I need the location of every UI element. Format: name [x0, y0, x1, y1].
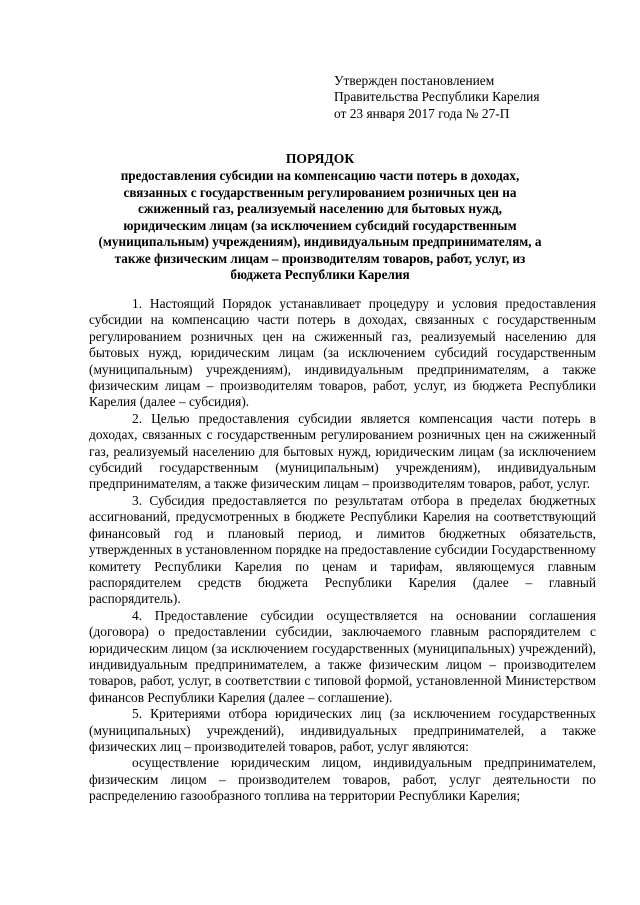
document-body [89, 296, 596, 805]
approval-line-2: Правительства Республики Карелия [334, 89, 540, 105]
paragraph-5: 5. Критериями отбора юридических лиц (за исключением государственных (муниципальных) учреждений), индивидуальных предпринимателей, а также физических лиц – производителей товаров, работ, услуг являются: [89, 706, 596, 754]
approval-line-1: Утвержден постановлением [334, 73, 495, 88]
document-subtitle: предоставления субсидии на компенсацию части потерь в доходах, связанных с государственным регулированием розничных цен на сжиженный газ, реализуемый населению для бытовых нужд, юридическим лицам (за исключением субсидий государственным (муниципальным) учреждениям), индивидуальным предпринимателям, а также физическим лицам – производителям товаров, работ, услуг, из бюджета Республики Карелия [98, 168, 542, 282]
approval-stamp [334, 73, 614, 122]
paragraph-2: 2. Целью предоставления субсидии является компенсация части потерь в доходах, связанных с государственным регулированием розничных цен на сжиженный газ, реализуемый населению для бытовых нужд, юридическим лицам (за исключением субсидий государственным (муниципальным) учреждениям), индивидуальным предпринимателям, а также физическим лицам – производителям товаров, работ, услуг. [89, 410, 596, 492]
approval-line-3: от 23 января 2017 года № 27-П [334, 105, 510, 121]
paragraph-5-item: осуществление юридическим лицом, индивидуальным предпринимателем, физическим лицом – производителем товаров, работ, услуг деятельности по распределению газообразного топлива на территории Республики Карелия; [89, 755, 596, 804]
paragraph-1: 1. Настоящий Порядок устанавливает процедуру и условия предоставления субсидии на компенсацию части потерь в доходах, связанных с государственным регулированием розничных цен на сжиженный газ, реализуемый населению для бытовых нужд, юридическим лицам (за исключением субсидий государственным (муниципальным) учреждениям), индивидуальным предпринимателям, а также физическим лицам – производителям товаров, работ, услуг, из бюджета Республики Карелия (далее – субсидия). [89, 296, 596, 410]
paragraph-4: 4. Предоставление субсидии осуществляется на основании соглашения (договора) о предоставлении субсидии, заключаемого главным распорядителем с юридическим лицом (за исключением государственных (муниципальных) учреждений), индивидуальным предпринимателем, а также физическим лицом – производителем товаров, работ, услуг, в соответствии с типовой формой, установленной Министерством финансов Республики Карелия (далее – соглашение). [89, 607, 596, 705]
document-title: ПОРЯДОК [285, 151, 355, 166]
paragraph-3: 3. Субсидия предоставляется по результатам отбора в пределах бюджетных ассигнований, предусмотренных в бюджете Республики Карелия на соответствующий финансовый год и плановый период, и лимитов бюджетных обязательств, утвержденных в установленном порядке на предоставление субсидии Государственному комитету Республики Карелия по ценам и тарифам, являющемуся главным распорядителем средств бюджета Республики Карелия (далее – главный распорядитель). [89, 492, 596, 607]
